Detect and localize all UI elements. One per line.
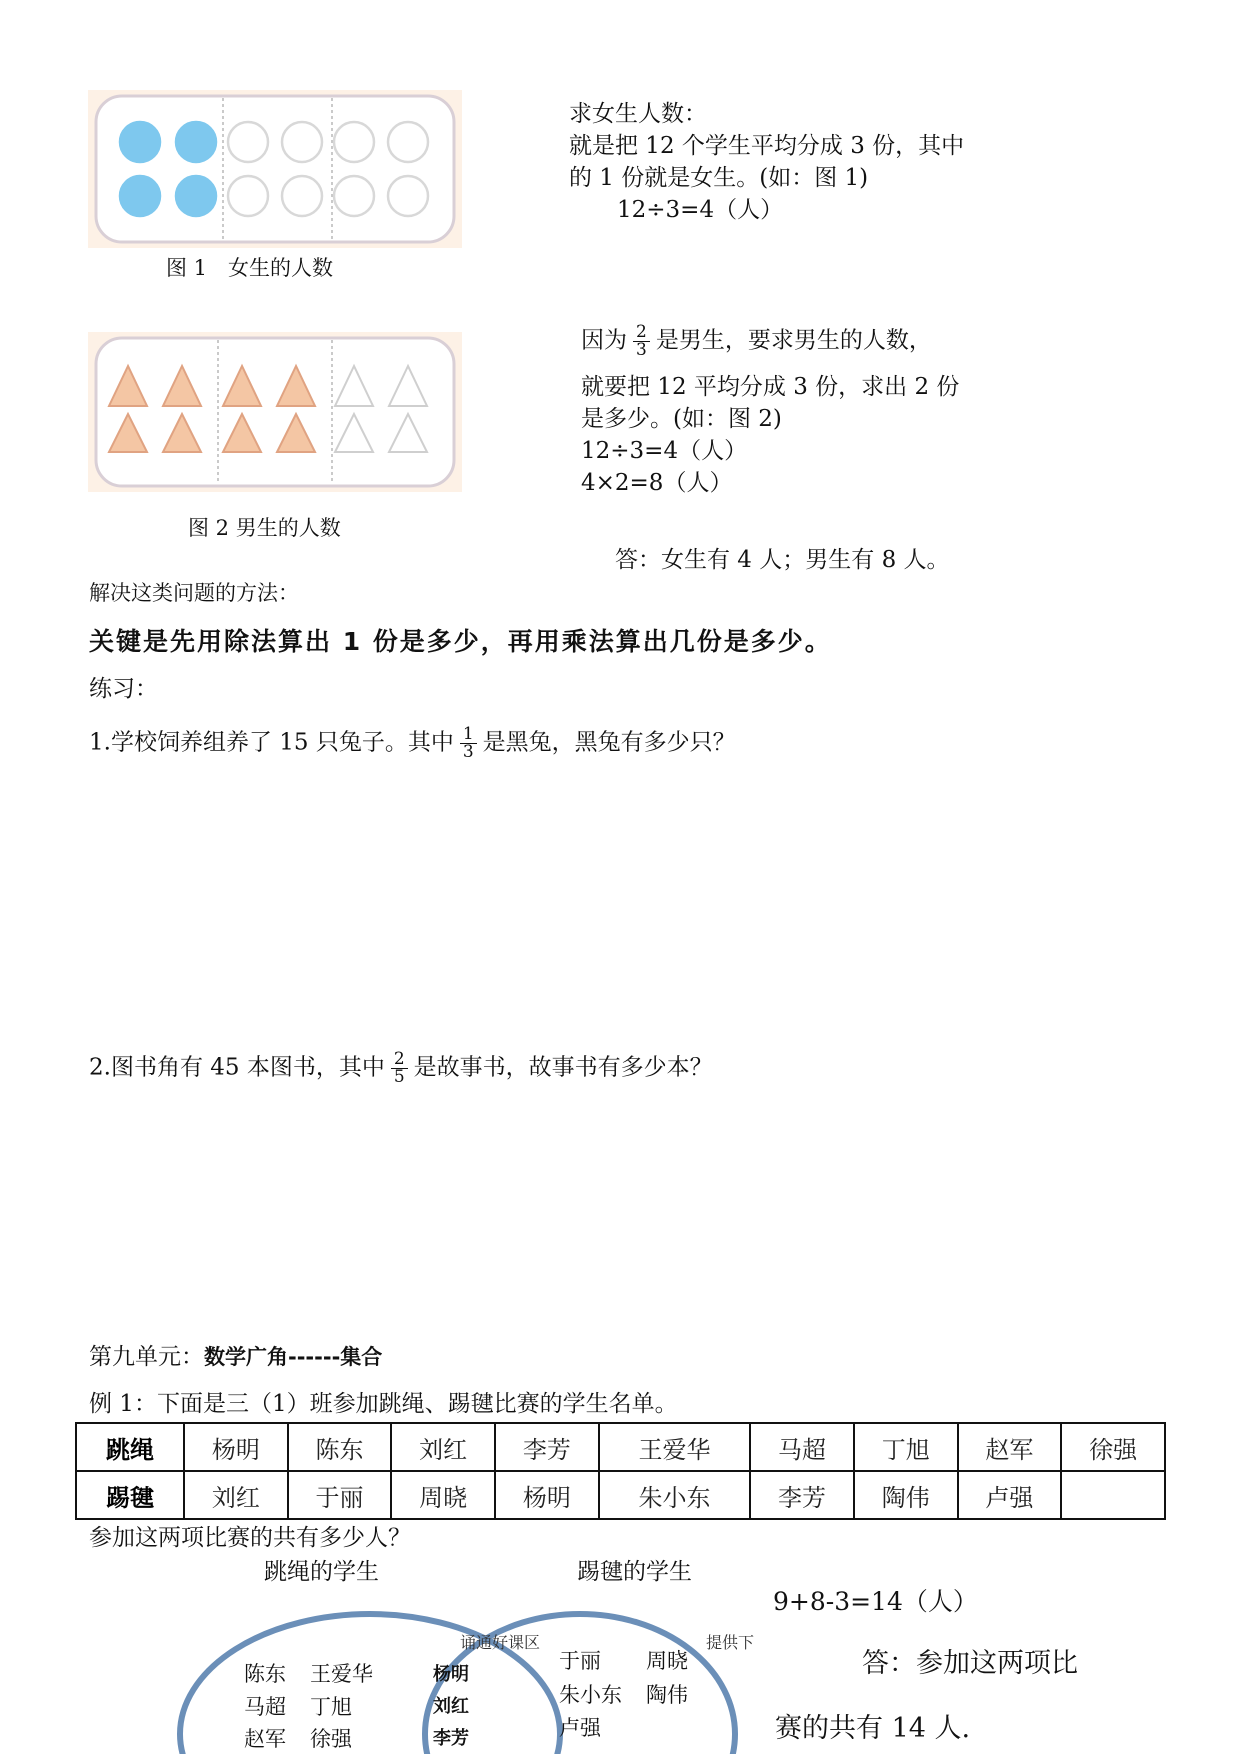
names-table <box>75 1422 1166 1520</box>
table-cell: 周晓 <box>391 1471 495 1519</box>
practice-question-2 <box>89 1051 713 1086</box>
method-title: 解决这类问题的方法： <box>89 581 299 605</box>
figure-1-text-line-1: 求女生人数： <box>569 101 707 127</box>
empty-circle-icon <box>388 176 428 216</box>
venn-both-name: 刘红 <box>433 1696 469 1717</box>
table-cell: 杨明 <box>495 1471 599 1519</box>
figure-1-caption: 图 1 女生的人数 <box>166 256 334 280</box>
venn-right-name: 卢强 <box>559 1716 601 1740</box>
venn-answer-line-1: 答：参加这两项比 <box>862 1648 1078 1679</box>
table-row-label: 踢毽 <box>76 1471 184 1519</box>
figure-2-equation-1: 12÷3=4（人） <box>581 438 748 464</box>
empty-circle-icon <box>282 122 322 162</box>
fraction-two-fifths <box>391 1051 408 1086</box>
table-cell: 卢强 <box>958 1471 1062 1519</box>
table-cell: 丁旭 <box>854 1423 958 1471</box>
venn-answer-line-2: 赛的共有 14 人. <box>775 1713 971 1744</box>
practice-title: 练习： <box>89 676 158 702</box>
filled-circle-icon <box>176 176 216 216</box>
venn-equation: 9+8-3=14（人） <box>773 1587 978 1616</box>
venn-left-name: 徐强 <box>310 1727 352 1751</box>
unit-9-heading-prefix: 第九单元： <box>89 1344 204 1370</box>
q2-suffix: 是故事书，故事书有多少本？ <box>413 1054 713 1081</box>
figure-2-line-1 <box>581 324 932 359</box>
venn-right-name: 朱小东 <box>559 1683 622 1707</box>
practice-question-1 <box>89 726 736 761</box>
figure-2-answer: 答：女生有 4 人；男生有 8 人。 <box>615 547 950 573</box>
figure-1-equation: 12÷3=4（人） <box>617 197 784 223</box>
venn-right-name: 于丽 <box>559 1649 601 1673</box>
figure-1-text-line-2: 就是把 12 个学生平均分成 3 份，其中 <box>569 133 965 159</box>
table-cell: 马超 <box>750 1423 854 1471</box>
fraction-numerator: 1 <box>460 726 477 744</box>
fraction-two-thirds <box>633 324 650 359</box>
q1-suffix: 是黑兔，黑兔有多少只？ <box>482 729 736 756</box>
filled-circle-icon <box>120 122 160 162</box>
venn-left-name: 陈东 <box>244 1662 286 1686</box>
figure-2-line-2: 就要把 12 平均分成 3 份，求出 2 份 <box>581 374 960 400</box>
q1-prefix: 1.学校饲养组养了 15 只兔子。其中 <box>89 729 454 756</box>
venn-right-name: 陶伟 <box>646 1683 688 1707</box>
table-cell: 赵军 <box>958 1423 1062 1471</box>
table-cell: 杨明 <box>184 1423 288 1471</box>
fraction-numerator: 2 <box>391 1051 408 1069</box>
venn-both-name: 杨明 <box>433 1664 469 1685</box>
empty-circle-icon <box>282 176 322 216</box>
unit-9-heading <box>89 1341 382 1373</box>
venn-stray-left-text: 诵通好课区 <box>460 1633 541 1652</box>
venn-left-label: 跳绳的学生 <box>264 1559 379 1585</box>
table-row-label: 跳绳 <box>76 1423 184 1471</box>
figure-2-line-1-prefix: 因为 <box>581 327 627 354</box>
table-cell: 李芳 <box>750 1471 854 1519</box>
venn-left-name: 丁旭 <box>310 1695 352 1719</box>
circles-grid-illustration <box>88 90 462 248</box>
table-cell: 陶伟 <box>854 1471 958 1519</box>
fraction-numerator: 2 <box>633 324 650 342</box>
table-cell: 王爱华 <box>599 1423 751 1471</box>
fraction-denominator: 3 <box>636 340 647 360</box>
venn-left-name: 王爱华 <box>310 1662 373 1686</box>
triangles-grid-illustration <box>88 332 462 492</box>
empty-circle-icon <box>334 122 374 162</box>
question-total: 参加这两项比赛的共有多少人？ <box>89 1525 411 1551</box>
venn-left-name: 赵军 <box>244 1727 286 1751</box>
fraction-denominator: 5 <box>393 1067 405 1087</box>
table-cell <box>1061 1471 1165 1519</box>
venn-stray-right-text: 提供下 <box>706 1633 755 1652</box>
venn-left-name: 马超 <box>244 1695 286 1719</box>
q2-prefix: 2.图书角有 45 本图书，其中 <box>89 1054 385 1081</box>
figure-1-text-line-3: 的 1 份就是女生。(如：图 1) <box>569 165 869 191</box>
empty-circle-icon <box>228 122 268 162</box>
table-cell: 徐强 <box>1061 1423 1165 1471</box>
filled-circle-icon <box>120 176 160 216</box>
table-cell: 陈东 <box>288 1423 392 1471</box>
table-cell: 于丽 <box>288 1471 392 1519</box>
empty-circle-icon <box>228 176 268 216</box>
table-row <box>76 1471 1165 1519</box>
fraction-one-third <box>460 726 477 761</box>
table-cell: 刘红 <box>391 1423 495 1471</box>
filled-circle-icon <box>176 122 216 162</box>
venn-right-label: 踢毽的学生 <box>577 1559 692 1585</box>
figure-2-equation-2: 4×2=8（人） <box>581 470 733 496</box>
table-cell: 刘红 <box>184 1471 288 1519</box>
venn-both-name: 李芳 <box>433 1728 469 1749</box>
empty-circle-icon <box>388 122 428 162</box>
table-row <box>76 1423 1165 1471</box>
figure-2-line-3: 是多少。(如：图 2) <box>581 406 782 432</box>
example-1-text: 例 1：下面是三（1）班参加跳绳、踢毽比赛的学生名单。 <box>89 1391 678 1417</box>
table-cell: 朱小东 <box>599 1471 751 1519</box>
fraction-denominator: 3 <box>462 742 474 762</box>
unit-9-heading-title: 数学广角------集合 <box>204 1345 383 1369</box>
figure-2-image <box>88 332 462 492</box>
figure-1-image <box>88 90 462 248</box>
method-key-sentence: 关键是先用除法算出 1 份是多少，再用乘法算出几份是多少。 <box>89 627 832 656</box>
empty-circle-icon <box>334 176 374 216</box>
table-cell: 李芳 <box>495 1423 599 1471</box>
figure-2-line-1-suffix: 是男生，要求男生的人数， <box>655 327 932 354</box>
venn-right-name: 周晓 <box>646 1649 688 1673</box>
figure-2-caption: 图 2 男生的人数 <box>188 516 341 540</box>
